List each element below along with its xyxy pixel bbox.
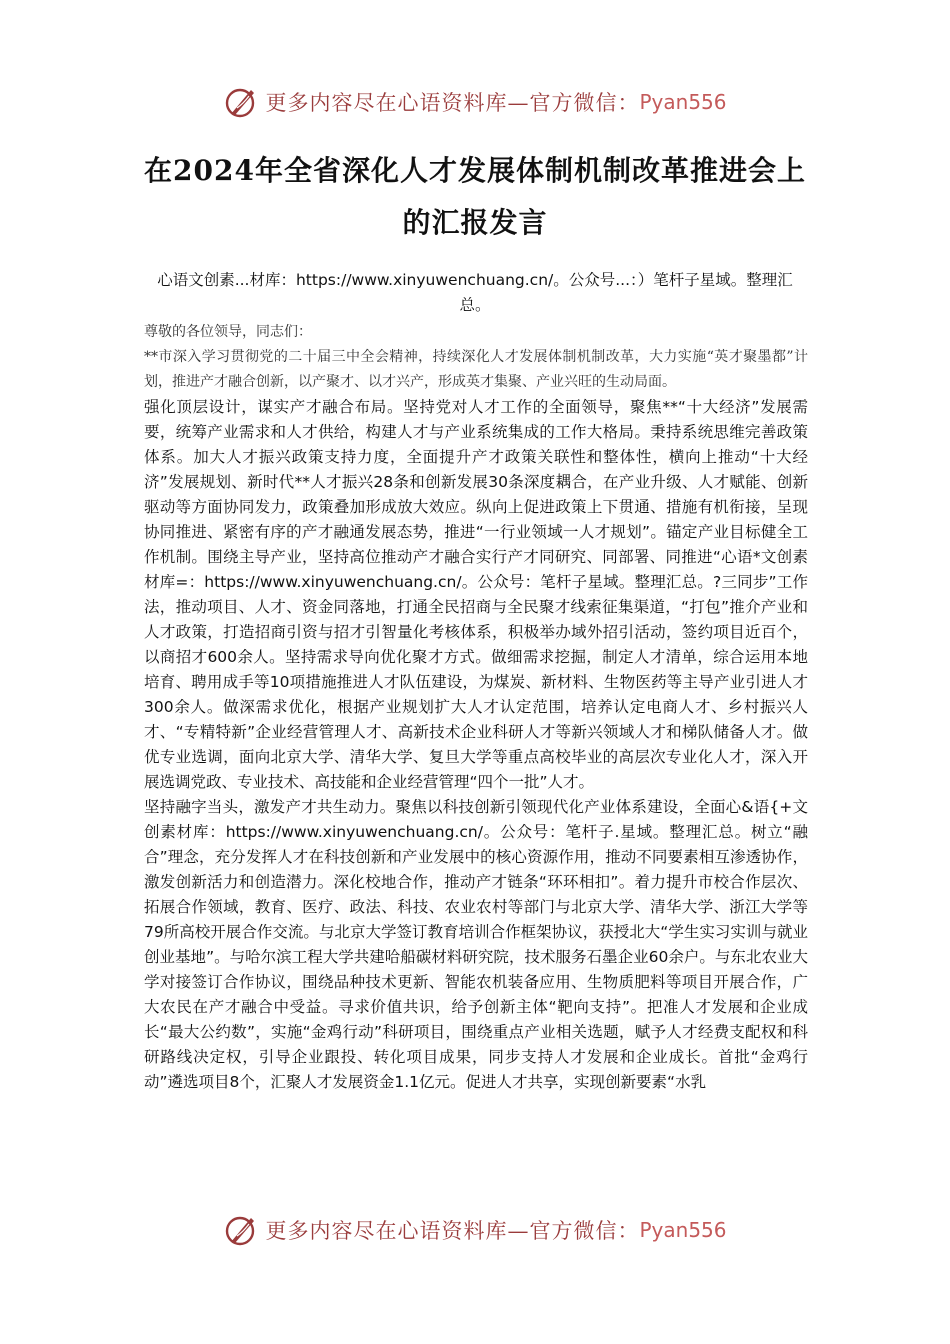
document-title: 在2024年全省深化人才发展体制机制改革推进会上的汇报发言 [144, 154, 806, 239]
intro-paragraph: **市深入学习贯彻党的二十届三中全会精神，持续深化人才发展体制机制改革，大力实施“英才聚墨都”计划，推进产才融合创新，以产聚才、以才兴产，形成英才集聚、产业兴旺的生动局面。 [144, 349, 808, 390]
banner-wechat-id: Pyan556 [639, 1218, 727, 1242]
source-line: 心语文创素...材库：https://www.xinyuwenchuang.cn/。公众号...：）笔杆子星域。整理汇总。 [157, 271, 793, 314]
paragraph-1: 强化顶层设计，谋实产才融合布局。坚持党对人才工作的全面领导，聚焦**“十大经济”发展需要，统筹产业需求和人才供给，构建人才与产业系统集成的工作大格局。秉持系统思维完善政策体系。加大人才振兴政策支持力度，全面提升产才政策关联性和整体性，横向上推动“十大经济”发展规划、新时代**人才振兴28条和创新发展30条深度耦合，在产业升级、人才赋能、创新驱动等方面协同发力，政策叠加形成放大效应。纵向上促进政策上下贯通、措施有机衔接，呈现协同推进、紧密有序的产才融通发展态势，推进“一行业领域一人才规划”。锚定产业目标健全工作机制。围绕主导产业，坚持高位推动产才融合实行产才同研究、同部署、同推进“心语*文创素材库=：https://www.xinyuwenchuang.cn/。公众号：笔杆子星域。整理汇总。?三同步”工作法，推动项目、人才、资金同落地，打通全民招商与全民聚才线索征集渠道，“打包”推介产业和人才政策，打造招商引资与招才引智量化考核体系，积极举办域外招引活动，签约项目近百个，以商招才600余人。坚持需求导向优化聚才方式。做细需求挖掘，制定人才清单，综合运用本地培育、聘用成手等10项措施推进人才队伍建设，为煤炭、新材料、生物医药等主导产业引进人才300余人。做深需求优化，根据产业规划扩大人才认定范围，培养认定电商人才、乡村振兴人才、“专精特新”企业经营管理人才、高新技术企业科研人才等新兴领域人才和梯队储备人才。做优专业选调，面向北京大学、清华大学、复旦大学等重点高校毕业的高层次专业化人才，深入开展选调党政、专业技术、高技能和企业经营管理“四个一批”人才。 [144, 398, 808, 791]
document-body [144, 320, 808, 1095]
greeting: 尊敬的各位领导，同志们： [144, 324, 312, 340]
footer-banner [0, 1210, 950, 1250]
paragraph-2: 坚持融字当头，激发产才共生动力。聚焦以科技创新引领现代化产业体系建设，全面心&语{+文创素材库：https://www.xinyuwenchuang.cn/。公众号：笔杆子.星域。整理汇总。树立“融合”理念，充分发挥人才在科技创新和产业发展中的核心资源作用，推动不同要素相互渗透协作，激发创新活力和创造潜力。深化校地合作，推动产才链条“环环相扣”。着力提升市校合作层次、拓展合作领域，教育、医疗、政法、科技、农业农村等部门与北京大学、清华大学、浙江大学等79所高校开展合作交流。与北京大学签订教育培训合作框架协议，获授北大“学生实习实训与就业创业基地”。与哈尔滨工程大学共建哈船碳材料研究院，技术服务石墨企业60余户。与东北农业大学对接签订合作协议，围绕品种技术更新、智能农机装备应用、生物质肥料等项目开展合作，广大农民在产才融合中受益。寻求价值共识，给予创新主体“靶向支持”。把准人才发展和企业成长“最大公约数”，实施“金鸡行动”科研项目，围绕重点产业相关选题，赋予人才经费支配权和科研路线决定权，引导企业跟投、转化项目成果，同步支持人才发展和企业成长。首批“金鸡行动”遴选项目8个，汇聚人才发展资金1.1亿元。促进人才共享，实现创新要素“水乳 [144, 798, 808, 1091]
banner-wechat-id: Pyan556 [639, 90, 727, 114]
quill-logo-icon [223, 1212, 259, 1248]
header-banner [0, 82, 950, 122]
banner-text: 更多内容尽在心语资料库—官方微信： [265, 91, 640, 115]
banner-text: 更多内容尽在心语资料库—官方微信： [265, 1219, 640, 1243]
quill-logo-icon [223, 84, 259, 120]
